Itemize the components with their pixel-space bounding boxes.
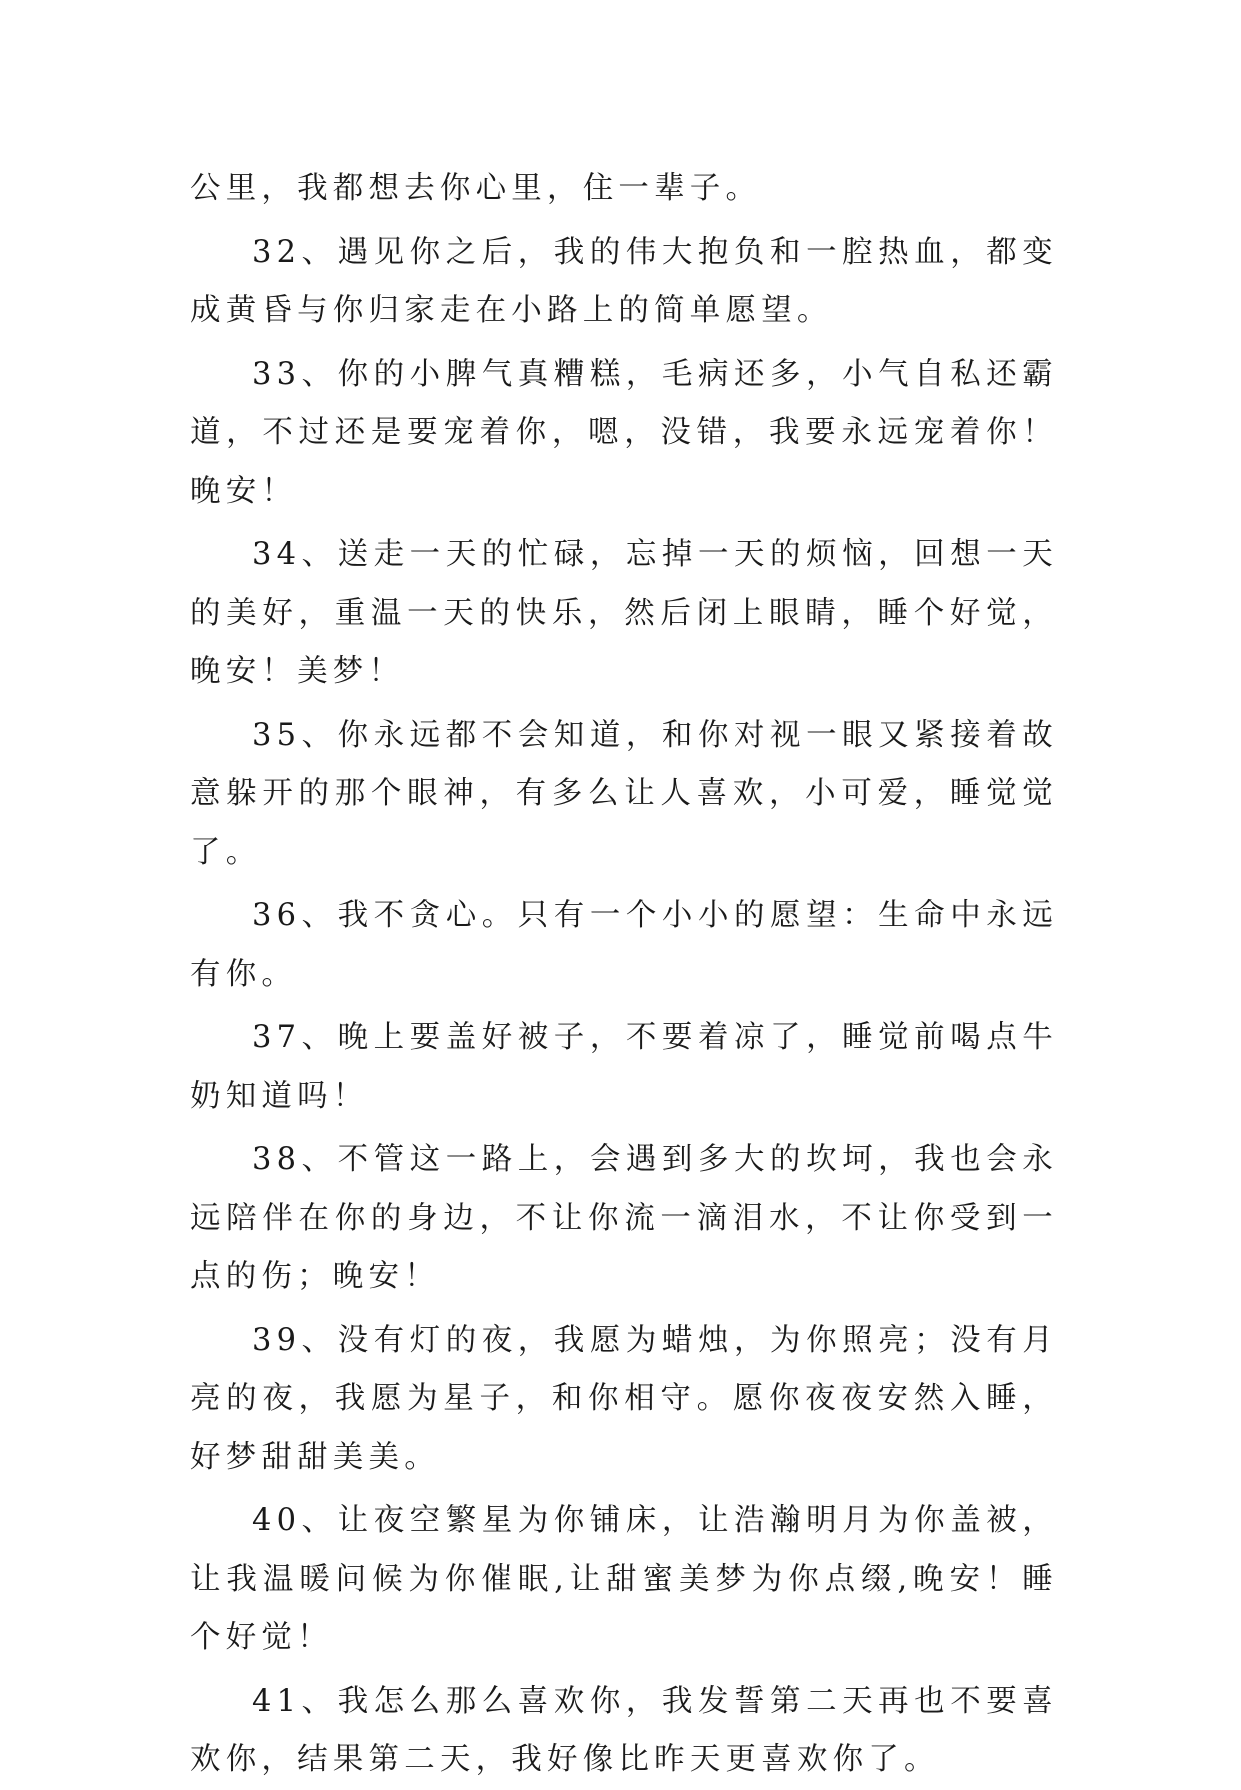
paragraph-continuation: 公里，我都想去你心里，住一辈子。	[190, 171, 762, 206]
paragraph-35: 35、你永远都不会知道，和你对视一眼又紧接着故意躲开的那个眼神，有多么让人喜欢，小可爱，睡觉觉了。	[190, 717, 1058, 870]
paragraph-38: 38、不管这一路上，会遇到多大的坎坷，我也会永远陪伴在你的身边，不让你流一滴泪水，不让你受到一点的伤；晚安！	[190, 1142, 1058, 1294]
paragraph-40: 40、让夜空繁星为你铺床，让浩瀚明月为你盖被，让我温暖问候为你催眠,让甜蜜美梦为你点缀,晚安！睡个好觉！	[190, 1503, 1058, 1655]
paragraph-37: 37、晚上要盖好被子，不要着凉了，睡觉前喝点牛奶知道吗！	[190, 1020, 1058, 1114]
document-body	[190, 160, 1058, 1790]
paragraph-36: 36、我不贪心。只有一个小小的愿望：生命中永远有你。	[190, 898, 1058, 992]
paragraph-34: 34、送走一天的忙碌，忘掉一天的烦恼，回想一天的美好，重温一天的快乐，然后闭上眼睛，睡个好觉，晚安！美梦！	[190, 537, 1058, 689]
paragraph-33: 33、你的小脾气真糟糕，毛病还多，小气自私还霸道，不过还是要宠着你，嗯，没错，我要永远宠着你！晚安！	[190, 356, 1058, 509]
paragraph-41: 41、我怎么那么喜欢你，我发誓第二天再也不要喜欢你，结果第二天，我好像比昨天更喜欢你了。	[190, 1683, 1058, 1777]
paragraph-32: 32、遇见你之后，我的伟大抱负和一腔热血，都变成黄昏与你归家走在小路上的简单愿望。	[190, 234, 1058, 328]
paragraph-39: 39、没有灯的夜，我愿为蜡烛，为你照亮；没有月亮的夜，我愿为星子，和你相守。愿你夜夜安然入睡，好梦甜甜美美。	[190, 1322, 1058, 1475]
